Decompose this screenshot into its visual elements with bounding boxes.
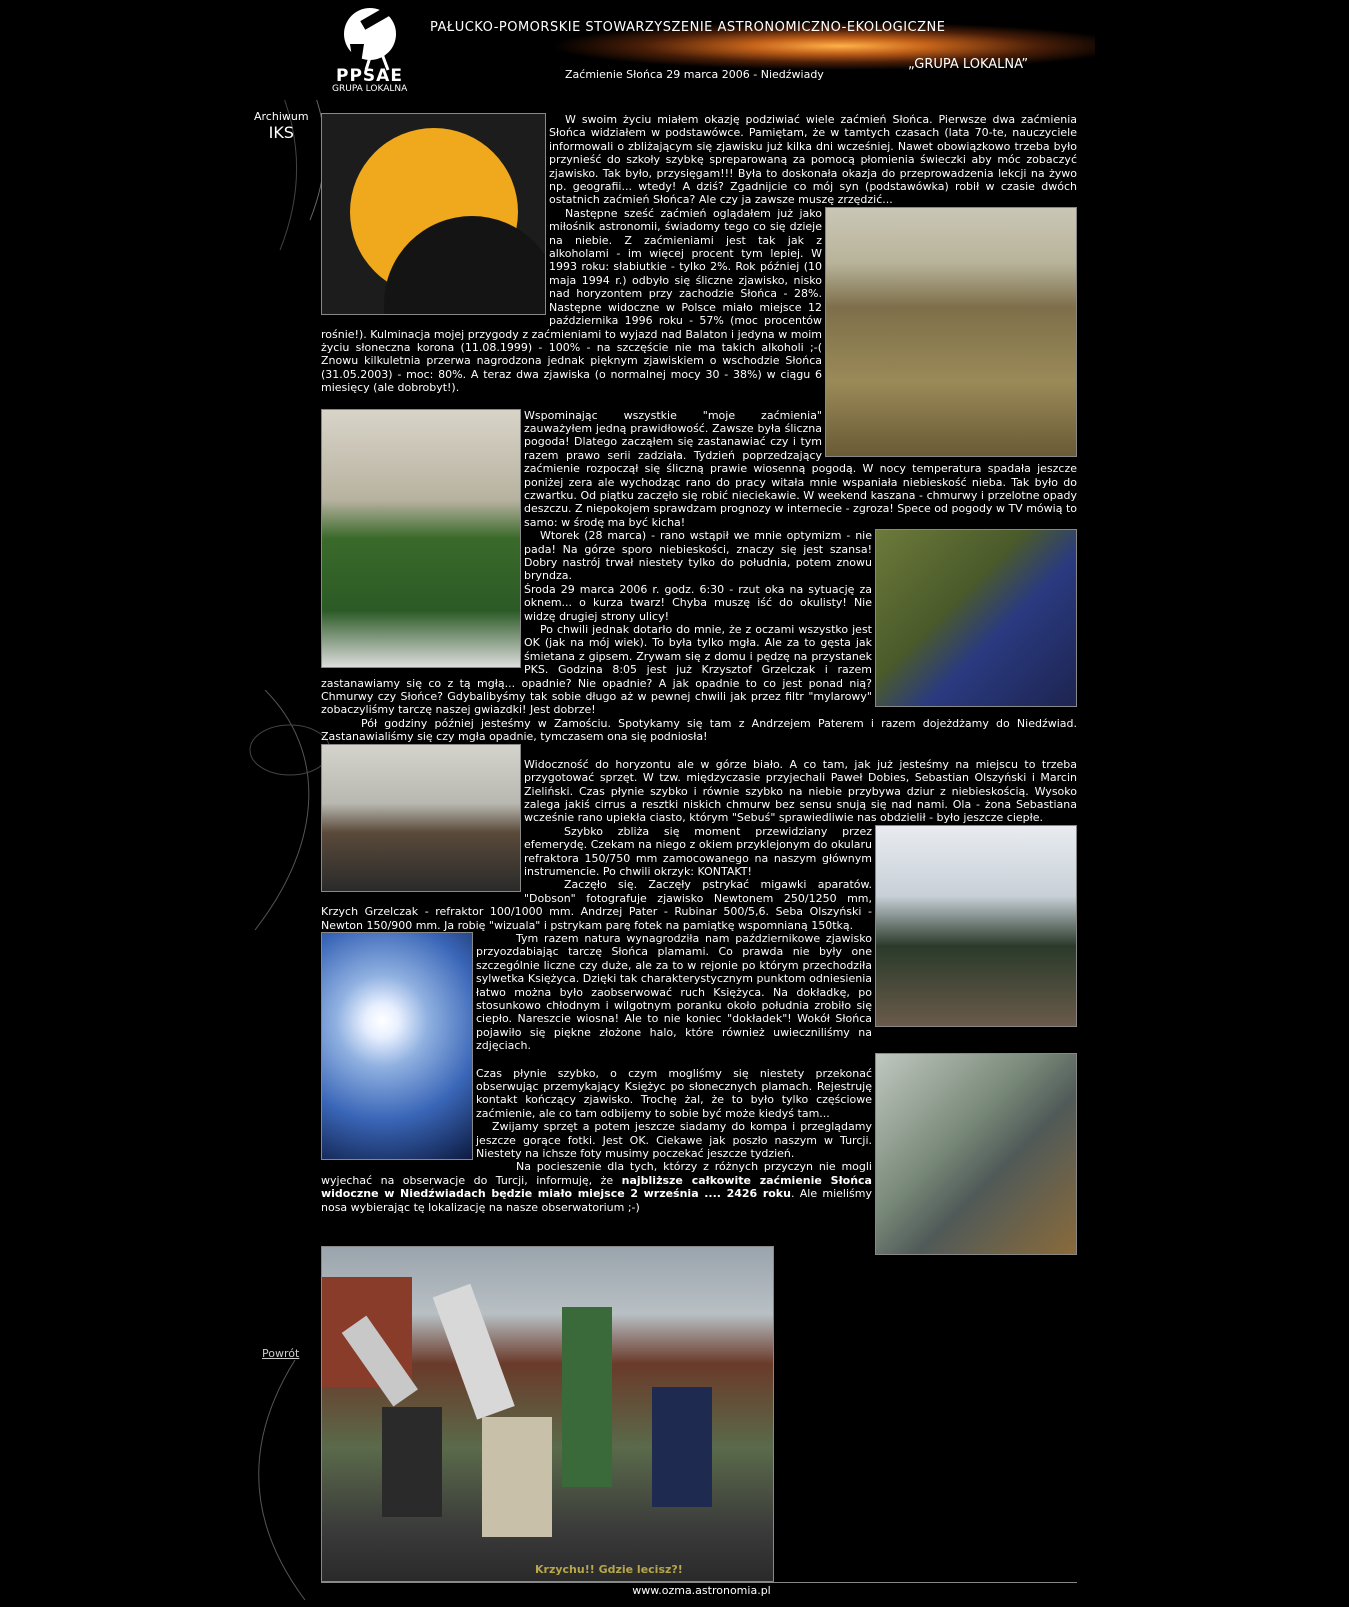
footer-divider (321, 1582, 1077, 1583)
photo-solar-halo (321, 932, 473, 1160)
logo-text: PPSAE (336, 66, 403, 86)
paragraph-1: W swoim życiu miałem okazję podziwiać wiele zaćmień Słońca. Pierwsze dwa zaćmienia Słońca widziałem w podstawówce. Pamiętam, że w tamtych czasach (lata 70-te, nauczyciele informowali o zbliżającym się zjawisku już kilka dni wcześniej. Nawet obowiązkowo trzeba było przynieść do szkoły szybkę spreparowaną za pomocą płomienia świeczki aby móc zobaczyć zjawisko. Tak było, przysięgam!!! Była to doskonała okazja do przeprowadzenia lekcji na żywo np. geografii... wtedy! A dziś? Zgadnijcie co mój syn (podstawówka) robił w czasie dwóch ostatnich zaćmień Słońca? Ale czy ja zawsze muszę zrzędzić... (549, 113, 1077, 207)
paragraph-4: Wtorek (28 marca) - rano wstąpił we mnie optymizm - nie pada! Na górze sporo niebieskości, znaczy się jest szansa! Dobry nastrój trwał niestety tylko do południa, potem znowu bryndza. (524, 529, 872, 583)
paragraph-9: Szybko zbliża się moment przewidziany przez efemerydę. Czekam na niego z okiem przyklejonym do okularu refraktora 150/750 mm zamocowanego na naszym głównym instrumencie. Po chwili okrzyk: KONTAKT! (524, 824, 872, 878)
article-content (321, 113, 1077, 1257)
group-label: „GRUPA LOKALNA” (908, 57, 1029, 72)
photo-observer-portrait (321, 409, 521, 668)
photo-blue-mount-observer (875, 529, 1077, 707)
paragraph-6: Po chwili jednak dotarło do mnie, że z oczami wszystko jest OK (jak na mój wiek). To była tylko mgła. Ale za to gęsta jak śmietana z gipsem. Zrywam się z domu i pędzę na przystanek PKS. Godzina 8:05 jest już Krzysztof Grzelczak i razem zastanawiamy się co z tą mgłą... opadnie? Nie opadnie? A jak opadnie to co jest ponad nią? Chmurwy czy Słońce? Gdybalibyśmy tak sobie długo aż w pewnej chwili jak przez filtr "mylarowy" zobaczyliśmy tarczę naszej gwiazdki! Jest dobrze! (321, 623, 872, 717)
nav-archive-iks[interactable] (254, 110, 309, 142)
photo-group-pointing-sky (321, 1246, 774, 1582)
photo-newton-telescope-observer (875, 1053, 1077, 1255)
paragraph-10: Zaczęło się. Zaczęły pstrykać migawki aparatów. "Dobson" fotografuje zjawisko Newtonem 250/1250 mm, Krzych Grzelczak - refraktor 100/1000 mm. Andrzej Pater - Rubinar 500/5,6. Seba Olszyński - Newton 150/900 mm. Ja robię "wizuala" i pstrykam parę fotek na pamiątkę wspomnianą 150tką. (321, 878, 872, 932)
paragraph-14-start: Na pocieszenie dla tych, którzy z różnych przyczyn nie mogli wyjechać na obserwacje do Turcji, informuję, że (321, 1160, 872, 1187)
organization-name: PAŁUCKO-POMORSKIE STOWARZYSZENIE ASTRONOMICZNO-EKOLOGICZNE (430, 20, 946, 35)
paragraph-8: Widoczność do horyzontu ale w górze biało. A co tam, jak już jesteśmy na miejscu to trzeba przygotować sprzęt. W tzw. międzyczasie przyjechali Paweł Dobies, Sebastian Olszyński i Marcin Zieliński. Czas płynie szybko i równie szybko na niebie przybywa dziur z niebieskością. Wysoko zalega jakiś cirrus a resztki niskich chmurw bez sensu snują się nad nami. Ola - żona Sebastiana wcześnie rano upiekła ciasto, którym "Sebuś" sprawiedliwie nas obdzielił - było jeszcze ciepłe. (524, 757, 1077, 825)
logo-subtext: GRUPA LOKALNA (332, 84, 408, 94)
paragraph-14-end: . Ale mieliśmy nosa wybierając tę lokalizację na nasze obserwatorium ;-) (321, 1187, 873, 1214)
paragraph-14-highlight: najbliższe całkowite zaćmienie Słońca widoczne w Niedźwiadach będzie miało miejsce 2 września .... 2426 roku (321, 1173, 872, 1201)
footer-url[interactable]: www.ozma.astronomia.pl (632, 1584, 771, 1597)
photo-cake-sharing (321, 744, 521, 892)
photo-observatory-setup (825, 207, 1077, 457)
nav-iks-label[interactable]: IKS (268, 123, 294, 142)
decorative-swirl-bottom (235, 1360, 335, 1600)
paragraph-12: Czas płynie szybko, o czym mogliśmy się niestety przekonać obserwując przemykający Księżyc po słonecznych plamach. Rejestruję kontakt kończący zjawisko. Trochę żal, że to było tylko częściowe zaćmienie, ale co tam odbijemy to sobie być może kiedyś tam... (476, 1066, 872, 1120)
paragraph-3: Wspominając wszystkie "moje zaćmienia" zauważyłem jedną prawidłowość. Zawsze była śliczna pogoda! Dlatego zacząłem się zastanawiać czy i tym razem prawo serii zadziała. Tydzień poprzedzający zaćmienie rozpoczął się śliczną prawie wiosenną pogodą. W nocy temperatura spadała jeszcze poniżej zera ale wychodząc rano do pracy witała mnie wspaniała niebieskość nieba. Tak było do czwartku. Od piątku zaczęło się robić nieciekawie. W weekend kaszana - chmurwy i przelotne opady deszczu. Z niepokojem sprawdzam prognozy w internecie - zgroza! Spece od pogody w TV mówią to samo: w środę ma być kicha! (524, 408, 1077, 529)
decorative-swirl-middle (235, 690, 335, 940)
paragraph-2: Następne sześć zaćmień oglądałem już jako miłośnik astronomii, świadomy tego co się dzieje na niebie. Z zaćmieniami jest tak jak z alkoholami - im więcej procent tym lepiej. W 1993 roku: słabiutkie - tylko 2%. Rok później (10 maja 1994 r.) odbyło się śliczne zjawisko, nisko nad horyzontem przy zachodzie Słońca - 28%. Następne widoczne w Polsce miało miejsce 12 października 1996 roku - 57% (moc procentów rośnie!). Kulminacja mojej przygody z zaćmieniami to wyjazd nad Balaton i jedyna w moim życiu słoneczna korona (11.08.1999) - 100% - na szczęście nie ma takich alkoholi ;-( Znowu kilkuletnia przerwa nagrodzona jednak pięknym zjawiskiem o wschodzie Słońca (31.05.2003) - moc: 80%. A teraz dwa zjawiska (o normalnej mocy 30 - 38%) w ciągu 6 miesięcy (ale dobrobyt!). (321, 206, 822, 395)
paragraph-13: Zwijamy sprzęt a potem jeszcze siadamy do kompa i przeglądamy jeszcze gorące fotki. Jest OK. Ciekawe jak poszło naszym w Turcji. Niestety na ichsze foty musimy poczekać jeszcze tydzień. (476, 1120, 872, 1161)
back-link[interactable]: Powrót (262, 1347, 300, 1360)
site-header (240, 0, 1095, 100)
photo-refractor-telescope (875, 825, 1077, 1027)
paragraph-7: Pół godziny później jesteśmy w Zamościu. Spotykamy się tam z Andrzejem Paterem i razem dojeżdżamy do Niedźwiad. Zastanawialiśmy się czy mgła opadnie, tymczasem ona się podniosła! (321, 716, 1077, 744)
paragraph-11: Tym razem natura wynagrodziła nam październikowe zjawisko przyozdabiając tarczę Słońca plamami. Co prawda nie były one szczególnie liczne czy duże, ale za to w rejonie po którym przechodziła sylwetka Księżyca. Dzięki tak charakterystycznym punktom odniesienia łatwo można było zaobserwować ruch Księżyca. Na dokładkę, po stosunkowo chłodnym i wilgotnym poranku około południa zrobiło się ciepło. Nareszcie wiosna! Ale to nie koniec "dokładek"! Wokół Słońca pojawiło się piękne złożone halo, które również uwieczniliśmy na zdjęciach. (476, 931, 872, 1053)
photo-partial-eclipse (321, 113, 546, 315)
nav-archive-label[interactable]: Archiwum (254, 110, 309, 123)
page-title: Zaćmienie Słońca 29 marca 2006 - Niedźwiady (565, 68, 824, 81)
paragraph-5: Środa 29 marca 2006 r. godz. 6:30 - rzut oka na sytuację za oknem... o kurza twarz! Chyba muszę iść do okulisty! Nie widzę drugiej strony ulicy! (524, 582, 872, 623)
group-photo-caption: Krzychu!! Gdzie lecisz?! (535, 1563, 683, 1576)
